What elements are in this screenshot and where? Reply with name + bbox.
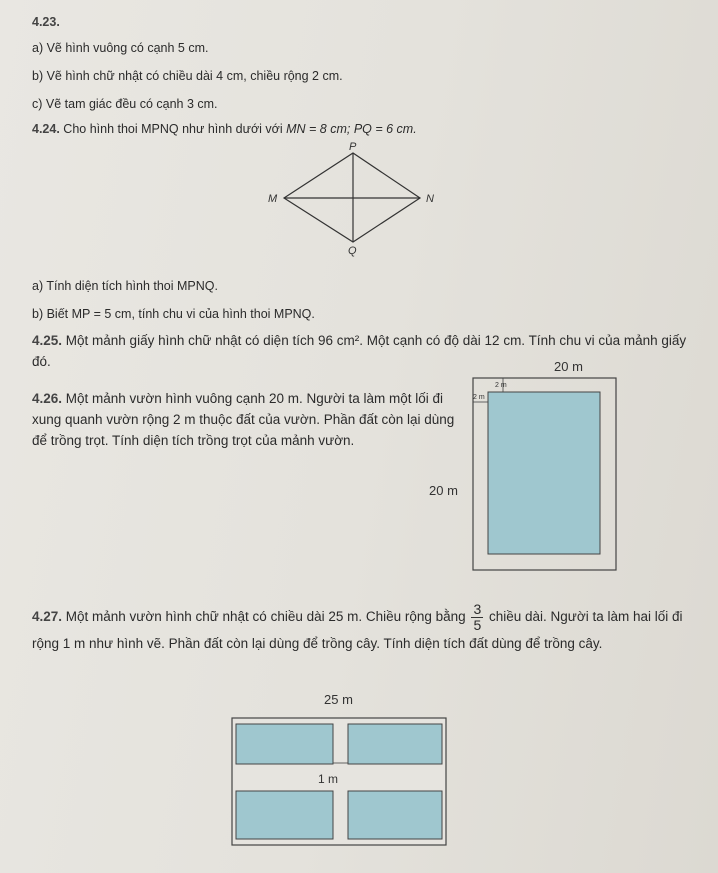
problem-4-27-number: 4.27. — [32, 609, 63, 625]
square-garden-figure — [425, 358, 625, 574]
problem-4-23-b: b) Vẽ hình chữ nhật có chiều dài 4 cm, chiều rộng 2 cm. — [32, 69, 343, 83]
fraction-denominator: 5 — [473, 617, 482, 633]
label-p: P — [349, 141, 357, 153]
problem-4-25-number: 4.25. — [32, 333, 63, 348]
problem-4-23-a: a) Vẽ hình vuông có cạnh 5 cm. — [32, 41, 209, 55]
problem-4-25-text: Một mảnh giấy hình chữ nhật có diện tích 96 cm². Một cạnh có độ dài 12 cm. Tính chu vi của mảnh giấy đó. — [32, 333, 687, 369]
plot-bottom-left — [236, 791, 333, 839]
fraction-numerator: 3 — [473, 601, 482, 617]
problem-4-24-text: Cho hình thoi MPNQ như hình dưới với — [59, 122, 287, 136]
plot-bottom-right — [348, 791, 442, 839]
problem-4-24-number: 4.24. — [32, 122, 60, 136]
problem-4-26-text: Một mảnh vườn hình vuông cạnh 20 m. Người ta làm một lối đi xung quanh vườn rộng 2 m thuộc đất của vườn. Phần đất còn lại dùng để trồng trọt. Tính diện tích trồng trọt của mảnh vườn. — [32, 391, 455, 448]
plot-top-left — [236, 724, 333, 764]
problem-4-24-b: b) Biết MP = 5 cm, tính chu vi của hình thoi MPNQ. — [32, 307, 315, 321]
problem-4-27-text-b: chiều dài. Người ta làm hai lối đi rộng 1 m như hình vẽ. Phần đất còn lại dùng để trồng cây. Tính diện tích đất dùng để trồng cây. — [32, 609, 683, 651]
path-width-label: 1 m — [318, 772, 339, 786]
rect-top-label: 25 m — [324, 692, 353, 707]
fraction-three-fifths — [471, 602, 483, 633]
label-m: M — [268, 193, 278, 205]
rhombus-figure — [250, 138, 450, 260]
problem-4-26-statement — [32, 388, 462, 451]
problem-4-26-number: 4.26. — [32, 391, 63, 406]
garden-planting-area — [488, 392, 600, 554]
path-left-label: 2 m — [473, 394, 485, 401]
problem-4-24-measure: MN = 8 cm; PQ = 6 cm. — [286, 122, 417, 136]
problem-4-27-statement — [32, 602, 702, 654]
rectangle-garden-figure — [228, 690, 450, 850]
problem-4-27-text-a: Một mảnh vườn hình chữ nhật có chiều dài 25 m. Chiều rộng bằng — [62, 609, 470, 625]
label-n: N — [426, 193, 434, 205]
path-top-label: 2 m — [495, 382, 507, 389]
problem-4-23-number: 4.23. — [32, 15, 60, 29]
garden-left-label: 20 m — [429, 483, 458, 498]
garden-top-label: 20 m — [554, 359, 583, 374]
problem-4-23-c: c) Vẽ tam giác đều có cạnh 3 cm. — [32, 97, 218, 111]
label-q: Q — [348, 245, 357, 257]
problem-4-24-statement — [32, 121, 417, 137]
plot-top-right — [348, 724, 442, 764]
problem-4-24-a: a) Tính diện tích hình thoi MPNQ. — [32, 279, 218, 293]
